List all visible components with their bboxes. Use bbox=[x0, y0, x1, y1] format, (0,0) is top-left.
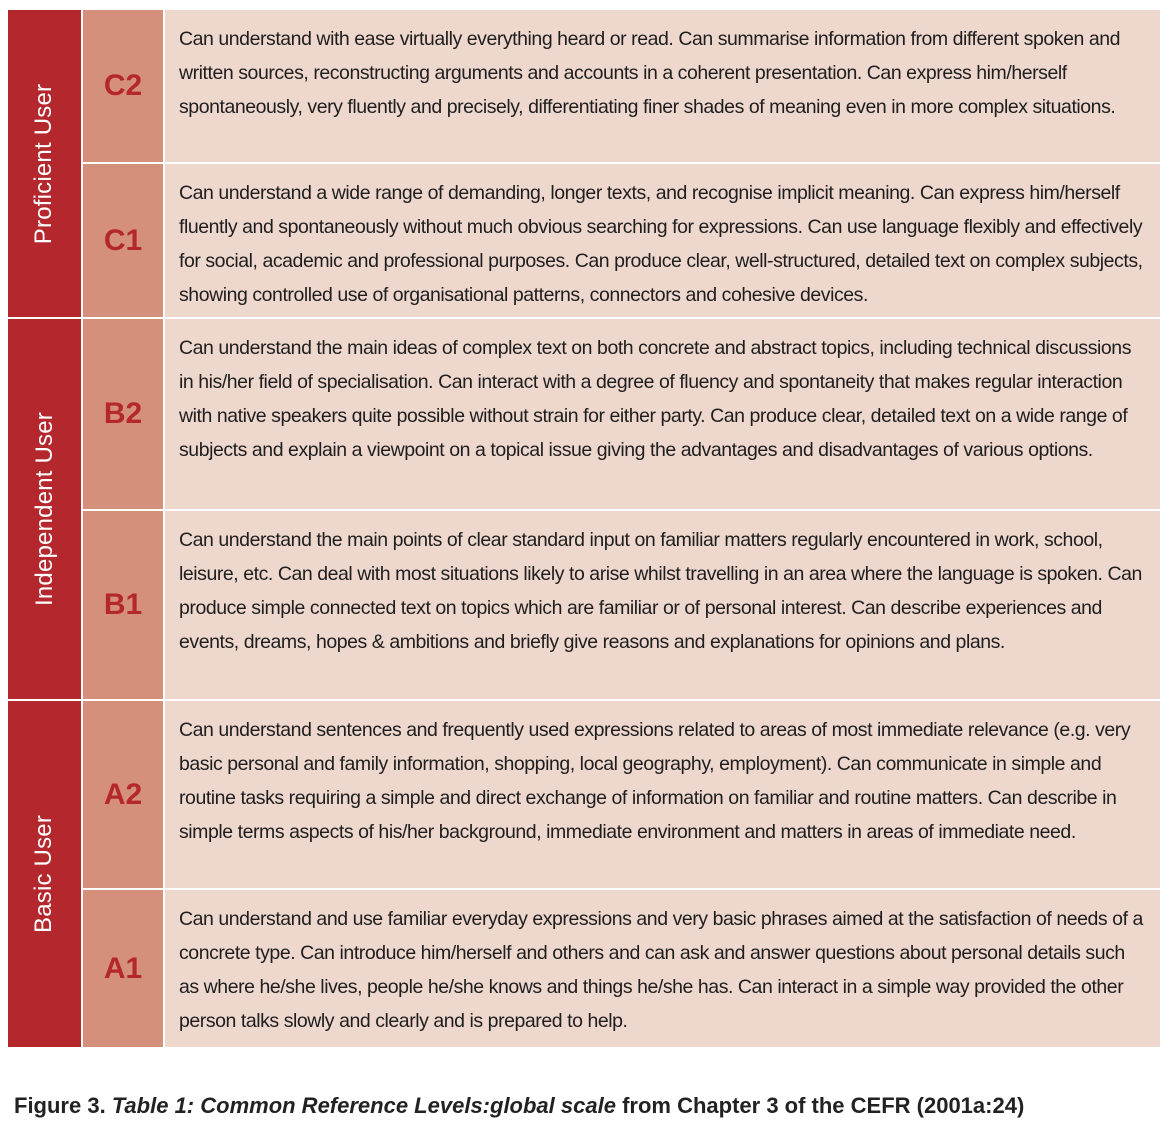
group-basic-user bbox=[8, 701, 83, 1047]
description-c2: Can understand with ease virtually everything heard or read. Can summarise information from different spoken and written sources, reconstructing arguments and accounts in a coherent presentation. Can express him/herself spontaneously, very fluently and precisely, differentiating finer shades of meaning even in more complex situations. bbox=[165, 10, 1160, 164]
cefr-global-scale-table bbox=[8, 10, 1160, 1052]
description-c1: Can understand a wide range of demanding, longer texts, and recognise implicit meaning. Can express him/herself fluently and spontaneously without much obvious searching for expressions. Can use language flexibly and effectively for social, academic and professional purposes. Can produce clear, well-structured, detailed text on complex subjects, showing controlled use of organisational patterns, connectors and cohesive devices. bbox=[165, 164, 1160, 319]
caption-prefix: Figure 3. bbox=[14, 1093, 106, 1118]
description-a2: Can understand sentences and frequently used expressions related to areas of most immediate relevance (e.g. very basic personal and family information, shopping, local geography, employment). Can communicate in simple and routine tasks requiring a simple and direct exchange of information on familiar and routine matters. Can describe in simple terms aspects of his/her background, immediate environment and matters in areas of immediate need. bbox=[165, 701, 1160, 890]
group-label: Basic User bbox=[30, 814, 58, 934]
group-proficient-user bbox=[8, 10, 83, 319]
caption-source: from Chapter 3 of the CEFR (2001a:24) bbox=[622, 1093, 1025, 1118]
description-b2: Can understand the main ideas of complex text on both concrete and abstract topics, including technical discussions in his/her field of specialisation. Can interact with a degree of fluency and spontaneity that makes regular interaction with native speakers quite possible without strain for either party. Can produce clear, detailed text on a wide range of subjects and explain a viewpoint on a topical issue giving the advantages and disadvantages of various options. bbox=[165, 319, 1160, 511]
level-b2: B2 bbox=[83, 319, 165, 511]
group-independent-user bbox=[8, 319, 83, 701]
level-a1: A1 bbox=[83, 890, 165, 1047]
description-a1: Can understand and use familiar everyday expressions and very basic phrases aimed at the satisfaction of needs of a concrete type. Can introduce him/herself and others and can ask and answer questions about personal details such as where he/she lives, people he/she knows and things he/she has. Can interact in a simple way provided the other person talks slowly and clearly and is prepared to help. bbox=[165, 890, 1160, 1047]
caption-table-title: Table 1: Common Reference Levels:global scale bbox=[111, 1093, 616, 1118]
level-c1: C1 bbox=[83, 164, 165, 319]
level-b1: B1 bbox=[83, 511, 165, 701]
level-c2: C2 bbox=[83, 10, 165, 164]
group-label: Proficient User bbox=[30, 83, 58, 244]
level-a2: A2 bbox=[83, 701, 165, 890]
figure-caption bbox=[14, 1093, 1024, 1119]
description-b1: Can understand the main points of clear standard input on familiar matters regularly encountered in work, school, leisure, etc. Can deal with most situations likely to arise whilst travelling in an area where the language is spoken. Can produce simple connected text on topics which are familiar or of personal interest. Can describe experiences and events, dreams, hopes & ambitions and briefly give reasons and explanations for opinions and plans. bbox=[165, 511, 1160, 701]
group-label: Independent User bbox=[30, 411, 58, 607]
